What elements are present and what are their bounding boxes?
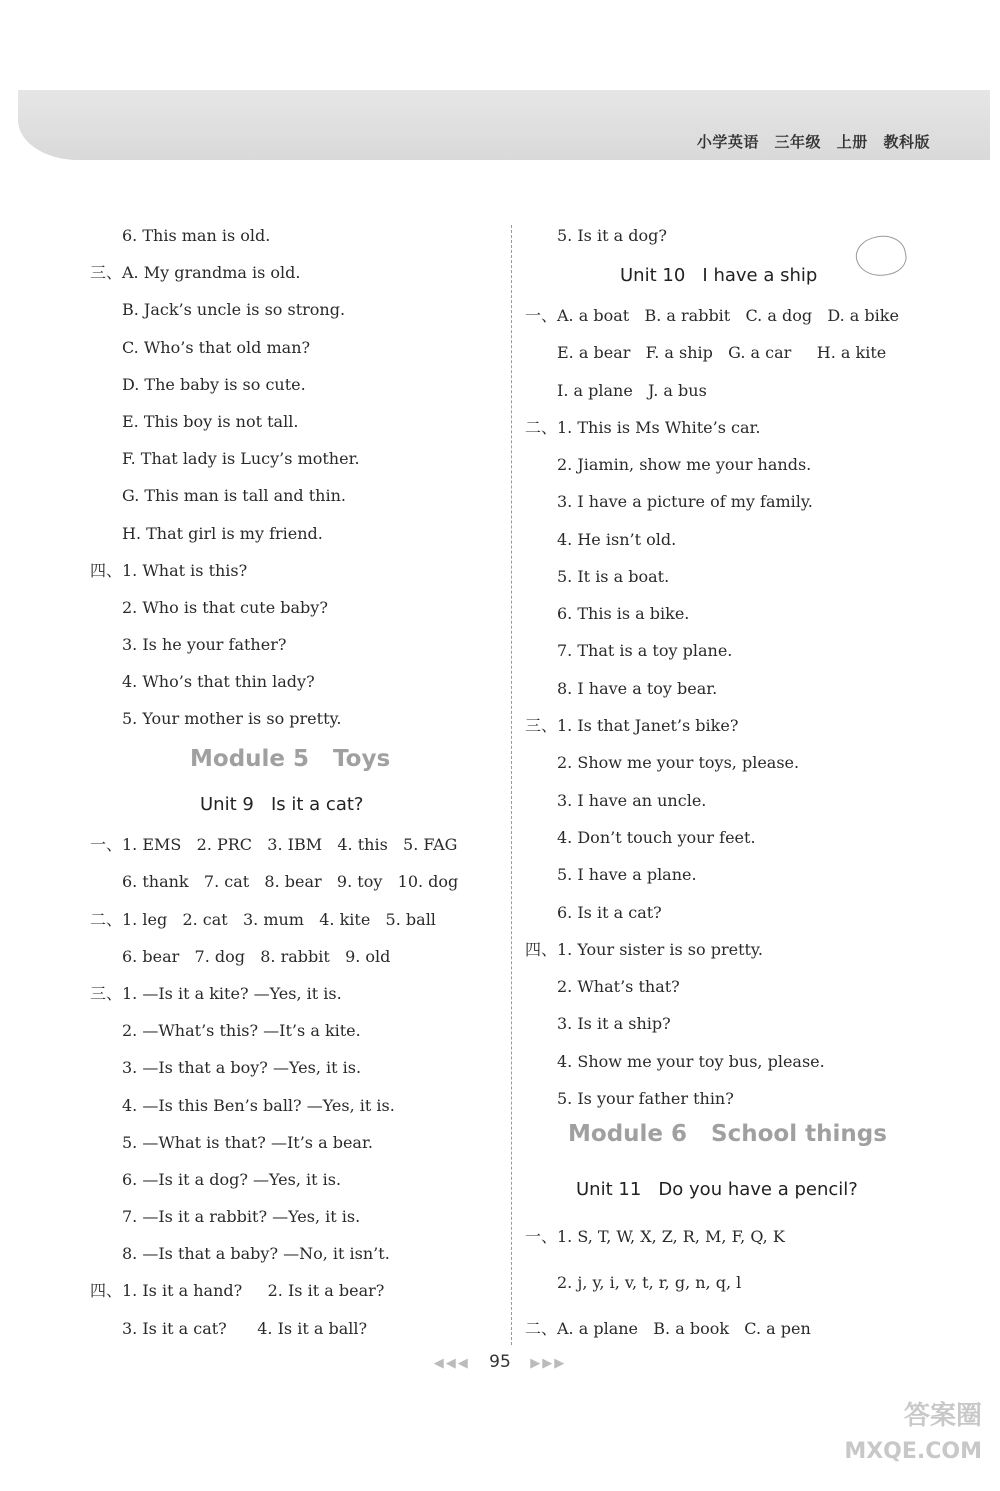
answer-line: 2. What’s that? <box>557 977 680 996</box>
answer-line: 5. Your mother is so pretty. <box>122 709 342 728</box>
header-title: 小学英语 三年级 上册 教科版 <box>696 133 930 151</box>
page-footer <box>0 1352 1000 1372</box>
answer-line: 5. Is your father thin? <box>557 1089 734 1108</box>
right-arrows-icon: ▶▶▶ <box>530 1356 567 1371</box>
answer-line: 6. This man is old. <box>122 226 271 245</box>
answer-line: 二、1. This is Ms White’s car. <box>525 418 761 437</box>
answer-line: E. a bear F. a ship G. a car H. a kite <box>557 343 887 362</box>
answer-line: E. This boy is not tall. <box>122 412 299 431</box>
answer-line: 5. It is a boat. <box>557 567 670 586</box>
answer-line: 8. —Is that a baby? —No, it isn’t. <box>122 1244 390 1263</box>
watermark-url: MXQE.COM <box>844 1439 982 1464</box>
answer-line: 6. This is a bike. <box>557 604 690 623</box>
answer-line: 三、1. —Is it a kite? —Yes, it is. <box>90 984 342 1003</box>
answer-line: I. a plane J. a bus <box>557 381 707 400</box>
column-divider <box>511 225 512 1345</box>
answer-line: 2. j, y, i, v, t, r, g, n, q, l <box>557 1273 742 1292</box>
answer-line: 一、A. a boat B. a rabbit C. a dog D. a bike <box>525 306 899 325</box>
watermark-logo-text: 答案圈 <box>903 1401 982 1431</box>
answer-line: 7. That is a toy plane. <box>557 641 733 660</box>
answer-line: 5. —What is that? —It’s a bear. <box>122 1133 373 1152</box>
answer-line: F. That lady is Lucy’s mother. <box>122 449 360 468</box>
answer-line: H. That girl is my friend. <box>122 524 323 543</box>
answer-line: 四、1. Your sister is so pretty. <box>525 940 763 959</box>
answer-line: 2. Who is that cute baby? <box>122 598 328 617</box>
unit-10-heading: Unit 10 I have a ship <box>620 265 818 286</box>
answer-line: 3. Is it a cat? 4. Is it a ball? <box>122 1319 368 1338</box>
unit-9-heading: Unit 9 Is it a cat? <box>200 794 364 815</box>
answer-line: G. This man is tall and thin. <box>122 486 346 505</box>
answer-line: 5. I have a plane. <box>557 865 697 884</box>
answer-line: 4. Don’t touch your feet. <box>557 828 756 847</box>
answer-line: 3. —Is that a boy? —Yes, it is. <box>122 1058 362 1077</box>
answer-line: 6. bear 7. dog 8. rabbit 9. old <box>122 947 391 966</box>
answer-line: 三、A. My grandma is old. <box>90 263 301 282</box>
answer-line: 二、A. a plane B. a book C. a pen <box>525 1319 811 1338</box>
module-5-heading: Module 5 Toys <box>190 746 391 772</box>
answer-line: 6. thank 7. cat 8. bear 9. toy 10. dog <box>122 872 459 891</box>
answer-line: 三、1. Is that Janet’s bike? <box>525 716 739 735</box>
answer-line: 4. Who’s that thin lady? <box>122 672 315 691</box>
answer-line: B. Jack’s uncle is so strong. <box>122 300 346 319</box>
left-arrows-icon: ◀◀◀ <box>433 1356 470 1371</box>
page-number: 95 <box>489 1352 511 1372</box>
answer-line: 6. —Is it a dog? —Yes, it is. <box>122 1170 342 1189</box>
answer-line: 四、1. What is this? <box>90 561 248 580</box>
answer-line: 3. I have an uncle. <box>557 791 707 810</box>
unit-11-heading: Unit 11 Do you have a pencil? <box>576 1179 858 1200</box>
answer-line: 8. I have a toy bear. <box>557 679 718 698</box>
answer-line: 4. —Is this Ben’s ball? —Yes, it is. <box>122 1096 395 1115</box>
answer-line: 7. —Is it a rabbit? —Yes, it is. <box>122 1207 361 1226</box>
answer-line: 4. He isn’t old. <box>557 530 677 549</box>
answer-line: 3. I have a picture of my family. <box>557 492 813 511</box>
watermark <box>844 1398 982 1470</box>
answer-line: 5. Is it a dog? <box>557 226 667 245</box>
sticker-icon <box>852 231 909 281</box>
answer-line: 2. Jiamin, show me your hands. <box>557 455 812 474</box>
answer-line: 2. —What’s this? —It’s a kite. <box>122 1021 361 1040</box>
answer-line: 一、1. EMS 2. PRC 3. IBM 4. this 5. FAG <box>90 835 458 854</box>
answer-line: D. The baby is so cute. <box>122 375 306 394</box>
answer-line: 四、1. Is it a hand? 2. Is it a bear? <box>90 1281 385 1300</box>
answer-line: 6. Is it a cat? <box>557 903 662 922</box>
answer-line: 2. Show me your toys, please. <box>557 753 800 772</box>
answer-line: 二、1. leg 2. cat 3. mum 4. kite 5. ball <box>90 910 436 929</box>
answer-line: C. Who’s that old man? <box>122 338 311 357</box>
answer-line: 4. Show me your toy bus, please. <box>557 1052 825 1071</box>
module-6-heading: Module 6 School things <box>568 1121 887 1147</box>
answer-line: 3. Is it a ship? <box>557 1014 671 1033</box>
answer-line: 3. Is he your father? <box>122 635 287 654</box>
answer-line: 一、1. S, T, W, X, Z, R, M, F, Q, K <box>525 1227 785 1246</box>
